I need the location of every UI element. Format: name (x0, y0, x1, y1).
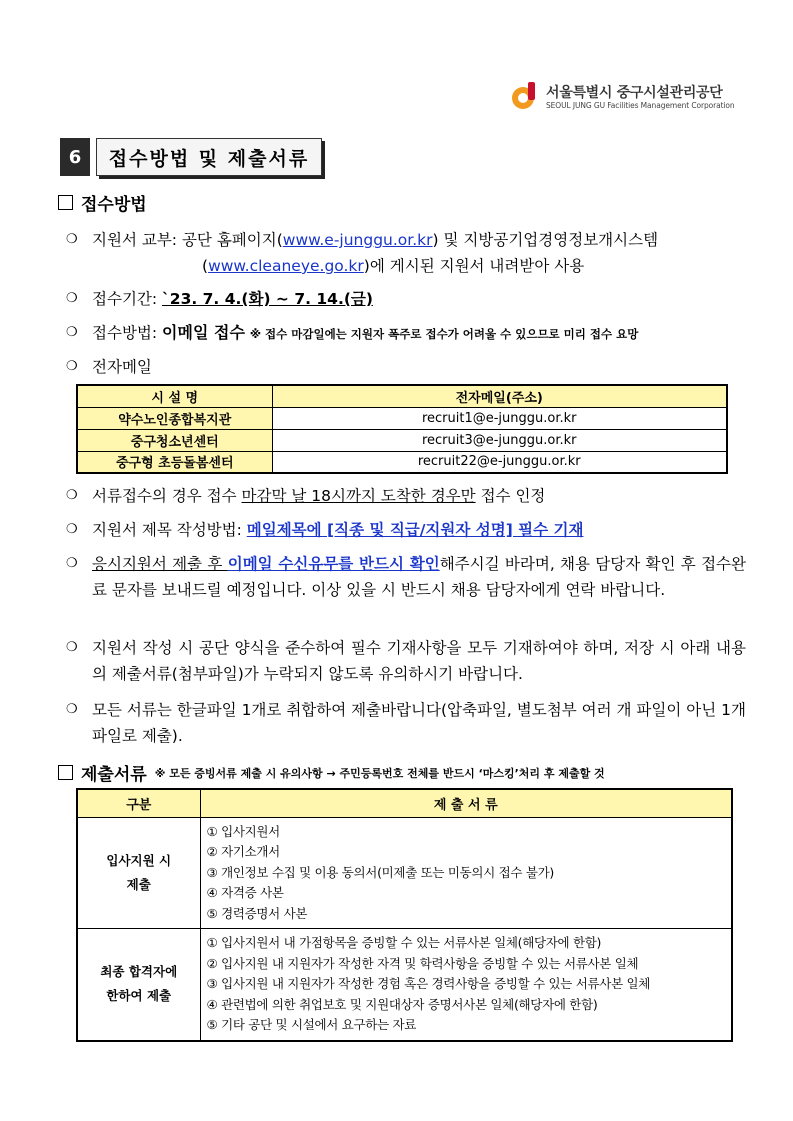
document-list (201, 818, 732, 929)
list-item: ③ 입사지원 내 지원자가 작성한 경험 혹은 경력사항을 증빙할 수 있는 서류사본 일체 (206, 976, 651, 991)
list-item: ② 입사지원 내 지원자가 작성한 자격 및 학력사항을 증빙할 수 있는 서류사본 일체 (206, 955, 639, 971)
category-cell: 입사지원 시 제출 (77, 817, 200, 929)
list-item: ⑤ 기타 공단 및 시설에서 요구하는 자료 (206, 1017, 417, 1032)
list-item: ③ 개인정보 수집 및 이용 동의서(미제출 또는 미동의시 접수 불가) (206, 864, 554, 880)
list-item: ④ 관련법에 의한 취업보호 및 지원대상자 증명서사본 일체(해당자에 한함) (206, 996, 598, 1012)
checkbox-square-icon (58, 195, 73, 210)
bullet-circle-icon: ❍ (66, 291, 78, 306)
table-header-email: 전자메일(주소) (272, 385, 727, 407)
bullet-circle-icon: ❍ (66, 325, 78, 340)
list-item: ① 입사지원서 내 가점항목을 증빙할 수 있는 서류사본 일체(해당자에 한함) (206, 935, 602, 950)
checkbox-square-icon (58, 765, 73, 780)
table-row (77, 929, 732, 1041)
method-heading (58, 190, 147, 215)
method-heading-label: 접수방법 (81, 195, 147, 215)
list-item-file: ❍ 모든 서류는 한글파일 1개로 취합하여 제출바랍니다(압축파일, 별도첨부 여러 개 파일이 아닌 1개 파일로 제출). (66, 697, 746, 749)
list-item-subject: ❍ 지원서 제목 작성방법: 메일제목에 [직종 및 직급/지원자 성명] 필수 기재 (66, 517, 746, 543)
list-item: ② 자기소개서 (206, 844, 280, 859)
list-item: ④ 자격증 사본 (206, 885, 284, 900)
list-item-confirm: ❍ 응시지원서 제출 후 이메일 수신유무를 반드시 확인해주시길 바라며, 채용 담당자 확인 후 접수완료 문자를 보내드릴 예정입니다. 이상 있을 시 반드시 채용 담당자에게 연락 바랍니다. (66, 551, 746, 603)
section-title: 접수방법 및 제출서류 (96, 138, 322, 176)
application-period: `23. 7. 4.(화) ~ 7. 14.(금) (162, 290, 373, 308)
table-row (77, 817, 732, 929)
bullet-circle-icon: ❍ (66, 488, 78, 503)
list-item-form: ❍ 지원서 작성 시 공단 양식을 준수하여 필수 기재사항을 모두 기재하여야 하며, 저장 시 아래 내용의 제출서류(첨부파일)가 누락되지 않도록 유의하시기 바랍니다. (66, 635, 746, 687)
documents-heading (58, 760, 605, 785)
table-header-facility: 시 설 명 (77, 385, 272, 407)
cleaneye-link[interactable]: www.cleaneye.go.kr (208, 257, 364, 275)
method-note: ※ 접수 마감일에는 지원자 폭주로 접수가 어려울 수 있으므로 미리 접수 요망 (249, 327, 639, 341)
table-row: 중구청소년센터 recruit3@e-junggu.or.kr (77, 429, 727, 451)
documents-table (76, 788, 733, 1042)
documents-note: ※ 모든 증빙서류 제출 시 유의사항 → 주민등록번호 전체를 반드시 ‘마스킹’처리 후 제출할 것 (154, 766, 605, 780)
documents-heading-label: 제출서류 (81, 765, 147, 785)
bullet-circle-icon: ❍ (66, 640, 78, 655)
email-table (76, 384, 728, 474)
table-row: 중구형 초등돌봄센터 recruit22@e-junggu.or.kr (77, 451, 727, 473)
bullet-circle-icon: ❍ (66, 702, 78, 717)
list-item-period: ❍ 접수기간: `23. 7. 4.(화) ~ 7. 14.(금) (66, 286, 746, 312)
logo-sub-text: SEOUL JUNG GU Facilities Management Corporation (546, 101, 735, 110)
homepage-link[interactable]: www.e-junggu.or.kr (282, 231, 433, 249)
subject-rule: 메일제목에 [직종 및 직급/지원자 성명] 필수 기재 (246, 521, 584, 539)
list-item-email: ❍ 전자메일 (66, 354, 746, 380)
list-item-deadline: ❍ 서류접수의 경우 접수 마감막 날 18시까지 도착한 경우만 접수 인정 (66, 483, 746, 509)
document-list (201, 929, 732, 1040)
category-cell: 최종 합격자에 한하여 제출 (77, 929, 200, 1041)
list-item-method: ❍ 접수방법: 이메일 접수 ※ 접수 마감일에는 지원자 폭주로 접수가 어려울 수 있으므로 미리 접수 요망 (66, 320, 746, 347)
table-header-documents: 제 출 서 류 (200, 789, 732, 817)
bullet-circle-icon: ❍ (66, 359, 78, 374)
bullet-circle-icon: ❍ (66, 232, 78, 247)
method-value: 이메일 접수 (162, 323, 245, 342)
logo-mark-icon (510, 80, 540, 112)
table-header-category: 구분 (77, 789, 200, 817)
table-row: 약수노인종합복지관 recruit1@e-junggu.or.kr (77, 407, 727, 429)
bullet-circle-icon: ❍ (66, 556, 78, 571)
list-item: ① 입사지원서 (206, 823, 280, 839)
section-heading (60, 138, 322, 176)
section-number: 6 (60, 138, 90, 176)
logo-main-text: 서울특별시 중구시설관리공단 (546, 85, 723, 101)
list-item: ⑤ 경력증명서 사본 (206, 905, 308, 921)
bullet-circle-icon: ❍ (66, 522, 78, 537)
list-item-application-form: ❍ 지원서 교부: 공단 홈페이지(www.e-junggu.or.kr) 및 지방공기업경영정보개시스템 (www.cleaneye.go.kr)에 게시된 지원서 내려받아 사용 (66, 227, 746, 279)
corporation-logo (510, 78, 750, 118)
